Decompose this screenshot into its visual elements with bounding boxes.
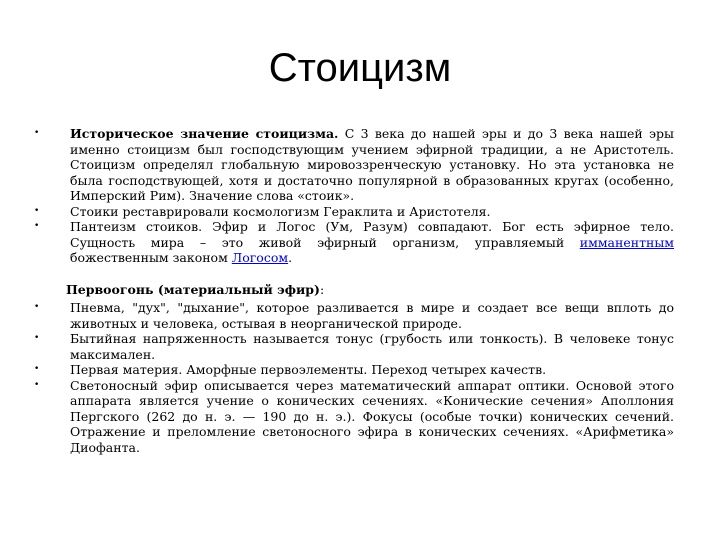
item-text: Пневма, "дух", "дыхание", которое разливается в мире и создает все вещи вплоть до животных и человека, остывая в неорганической природе.: [70, 300, 674, 331]
bullet-list-2: [34, 300, 674, 455]
list-item: [34, 331, 674, 362]
spacer: [34, 266, 674, 282]
logos-link[interactable]: Логосом: [231, 250, 289, 265]
list-item: [34, 126, 674, 204]
section-heading: [34, 282, 674, 298]
bullet-list-1: [34, 126, 674, 266]
slide-content: [34, 126, 674, 455]
item-text: божественным законом: [70, 250, 232, 265]
item-text: С 3 века до нашей эры и до 3 века нашей эры именно стоицизм был господствующим учением эфирной традиции, а не Аристотель. Стоицизм определял глобальную мировоззренческую установку. Но эта установка не была господствующей, хотя и достаточно популярной в образованных кругах (особенно, Имперский Рим). Значение слова «стоик».: [70, 126, 674, 203]
bullet-icon: •: [34, 333, 40, 343]
bullet-icon: •: [34, 379, 40, 390]
bullet-icon: •: [34, 128, 40, 138]
list-item: [34, 378, 674, 456]
item-text: Первая материя. Аморфные первоэлементы. Переход четырех качеств.: [70, 362, 547, 377]
list-item: [34, 204, 674, 220]
list-item: [34, 219, 674, 266]
slide-title: Стоицизм: [268, 46, 452, 90]
item-text: Пантеизм стоиков. Эфир и Логос (Ум, Разум) совпадают. Бог есть эфирное тело. Сущность мира – это живой эфирный организм, управляемый: [70, 219, 674, 250]
bullet-icon: •: [34, 302, 40, 312]
list-item: [34, 300, 674, 331]
item-text: Стоики реставрировали космологизм Гераклита и Аристотеля.: [70, 203, 491, 219]
immanent-link[interactable]: имманентным: [579, 234, 674, 250]
item-text: Светоносный эфир описывается через математический аппарат оптики. Основой этого аппарата является учение о конических сечениях. «Конические сечения» Аполлония Пергского (262 до н. э. — 190 до н. э.). Фокусы (особые точки) конических сечений. Отражение и преломление светоносного эфира в конических сечениях. «Арифметика» Диофанта.: [70, 377, 674, 455]
item-text: Бытийная напряженность называется тонус (грубость или тонкость). В человеке тонус максимален.: [70, 331, 674, 362]
bullet-icon: •: [34, 364, 40, 374]
section-heading-colon: :: [319, 281, 325, 297]
section-heading-text: Первоогонь (материальный эфир): [66, 281, 320, 297]
list-item: [34, 362, 674, 378]
item-heading: Историческое значение стоицизма.: [70, 126, 339, 141]
item-text: .: [288, 250, 293, 265]
bullet-icon: •: [34, 205, 40, 216]
bullet-icon: •: [34, 221, 40, 231]
